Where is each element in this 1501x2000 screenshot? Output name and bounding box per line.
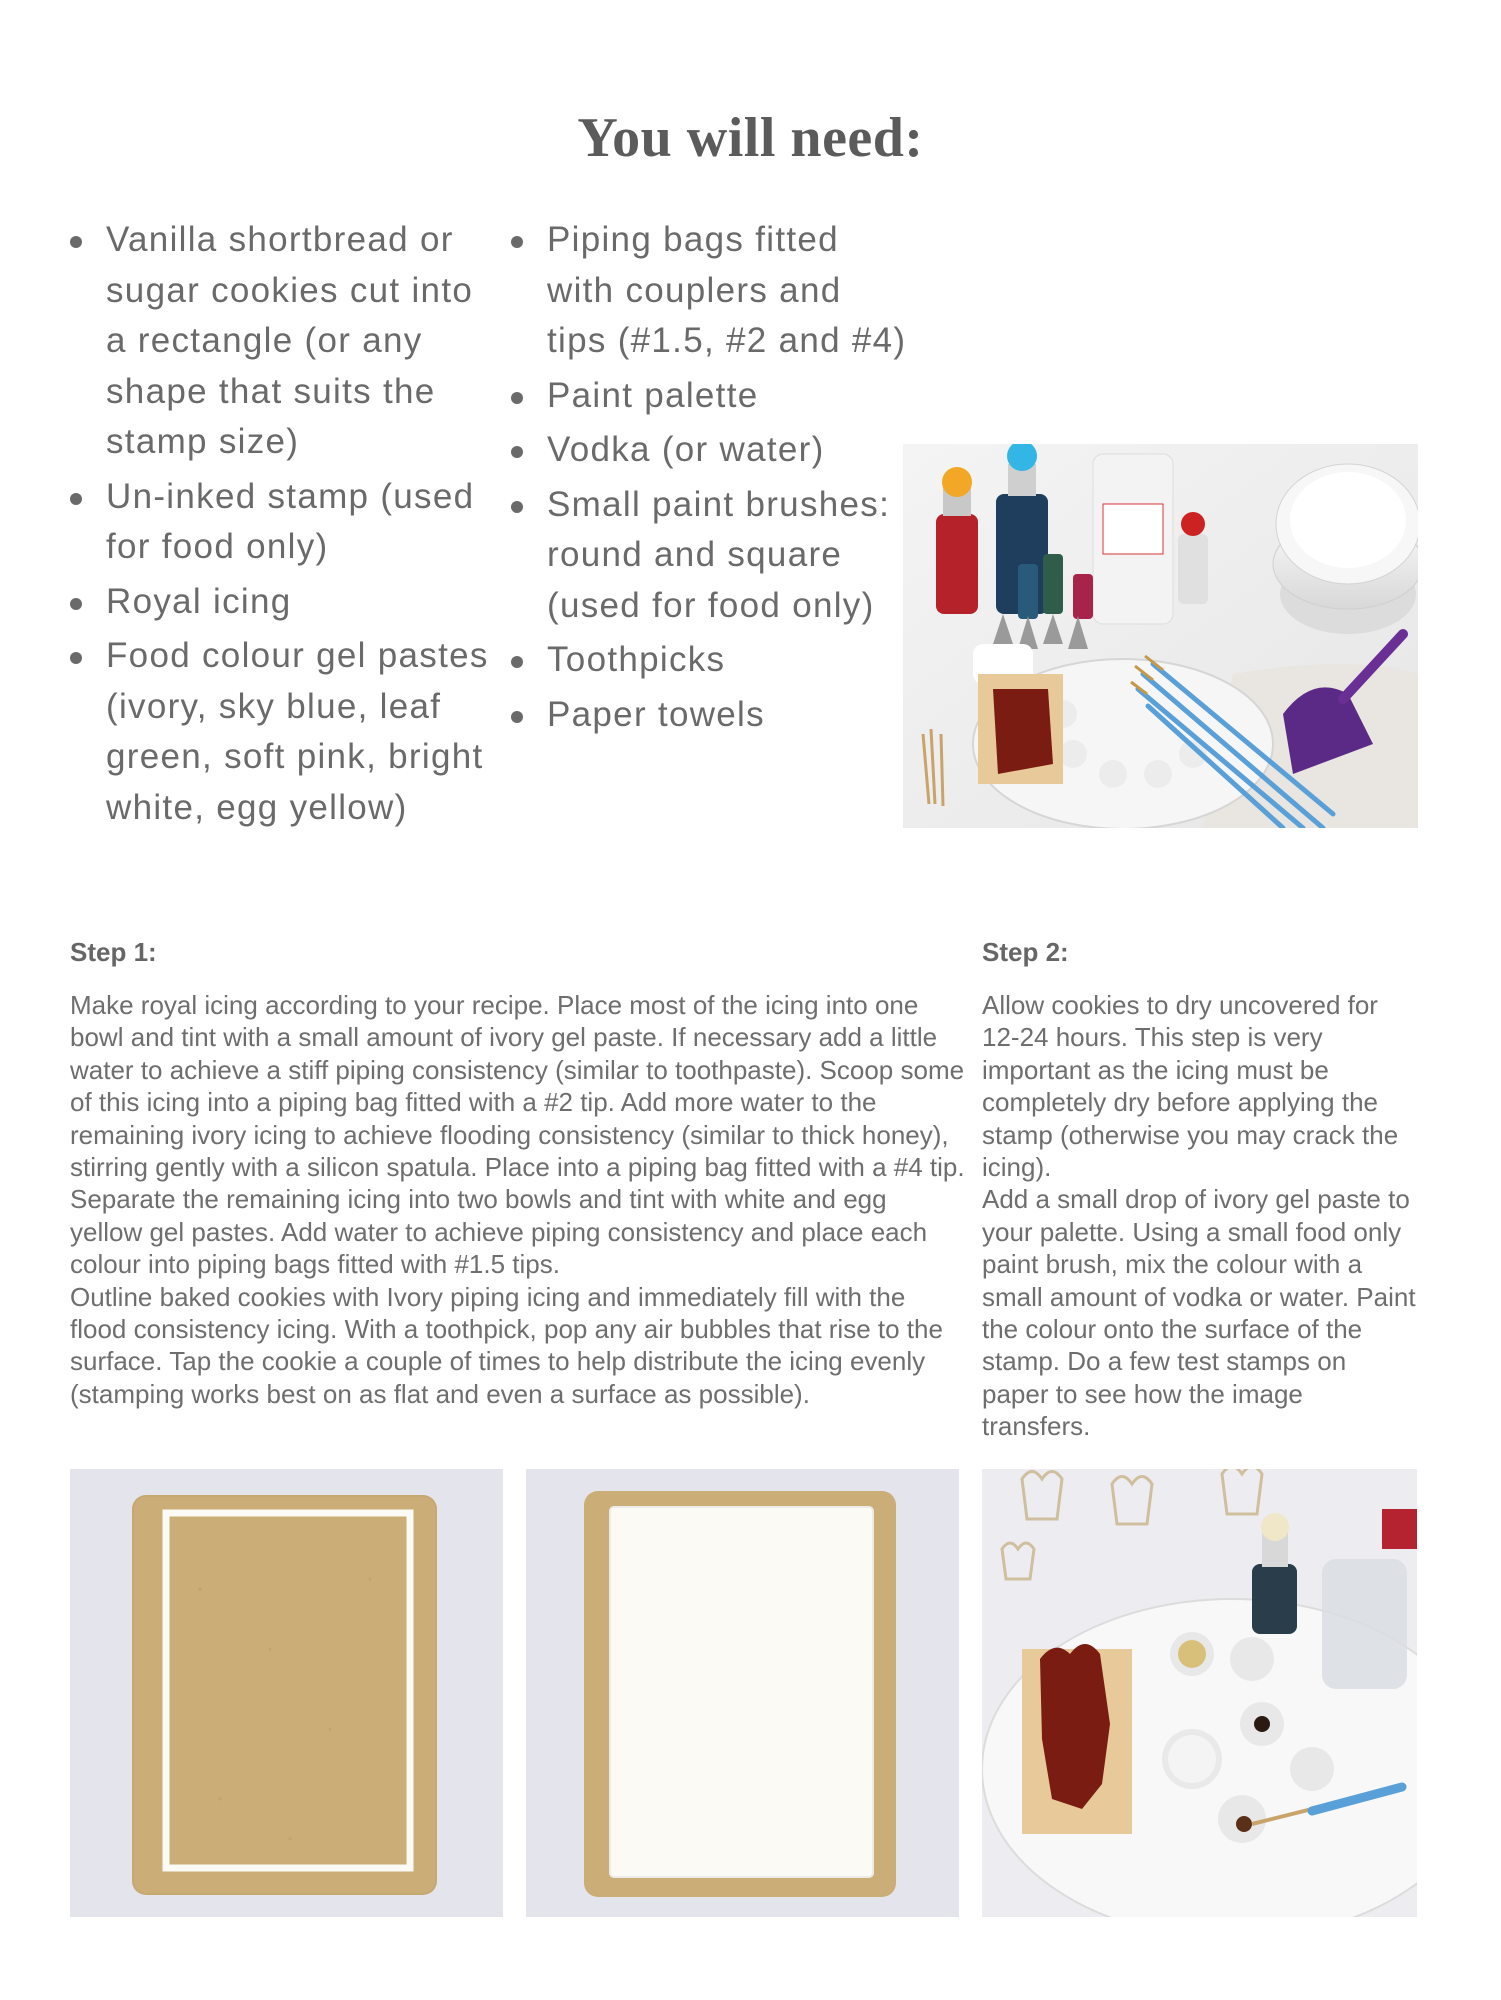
step1-paragraph: Make royal icing according to your recipe. Place most of the icing into one bowl and tint with a small amount of ivory gel paste. If necessary add a little water to achieve a stiff piping consistency (similar to toothpaste). Scoop some of this icing into a piping bag fitted with a #2 tip. Add more water to the remaining ivory icing to achieve flooding consistency (similar to thick honey), stirring gently with a silicon spatula. Place into a piping bag fitted with a #4 tip. — [70, 990, 965, 1183]
flooded-cookie-photo — [526, 1469, 959, 1917]
supplies-photo — [903, 444, 1418, 828]
needs-item: Toothpicks — [511, 635, 911, 686]
needs-item: Paint palette — [511, 371, 911, 422]
step2-text — [982, 989, 1417, 1443]
needs-item: Vanilla shortbread or sugar cookies cut into a rectangle (or any shape that suits the stamp size) — [70, 215, 500, 468]
needs-item: Small paint brushes: round and square (used for food only) — [511, 480, 911, 632]
needs-item: Piping bags fitted with couplers and tips (#1.5, #2 and #4) — [511, 215, 911, 367]
needs-item: Un-inked stamp (used for food only) — [70, 472, 500, 573]
step2-paragraph: Allow cookies to dry uncovered for 12-24 hours. This step is very important as the icing must be completely dry before applying the stamp (otherwise you may crack the icing). — [982, 990, 1399, 1183]
step1-heading: Step 1: — [70, 937, 157, 967]
outlined-cookie-photo — [70, 1469, 503, 1917]
step1-paragraph: Outline baked cookies with Ivory piping icing and immediately fill with the flood consistency icing. With a toothpick, pop any air bubbles that rise to the surface. Tap the cookie a couple of times to help distribute the icing evenly (stamping works best on as flat and even a surface as possible). — [70, 1281, 943, 1409]
step1-paragraph: Separate the remaining icing into two bowls and tint with white and egg yellow gel pastes. Add water to achieve piping consistency and place each colour into piping bags fitted with #1.5 tips. — [70, 1184, 928, 1280]
step2-paragraph: Add a small drop of ivory gel paste to your palette. Using a small food only paint brush, mix the colour with a small amount of vodka or water. Paint the colour onto the surface of the stamp. Do a few test stamps on paper to see how the image transfers. — [982, 1184, 1416, 1442]
needs-item: Paper towels — [511, 690, 911, 741]
needs-list-right — [511, 215, 911, 744]
stamp-palette-photo — [982, 1469, 1417, 1917]
needs-list-left — [70, 215, 500, 837]
page-title: You will need: — [577, 107, 924, 169]
step2-heading: Step 2: — [982, 937, 1069, 967]
step1-text — [70, 989, 965, 1410]
needs-item: Vodka (or water) — [511, 425, 911, 476]
needs-item: Royal icing — [70, 577, 500, 628]
needs-item: Food colour gel pastes (ivory, sky blue, leaf green, soft pink, bright white, egg yellow) — [70, 631, 500, 833]
